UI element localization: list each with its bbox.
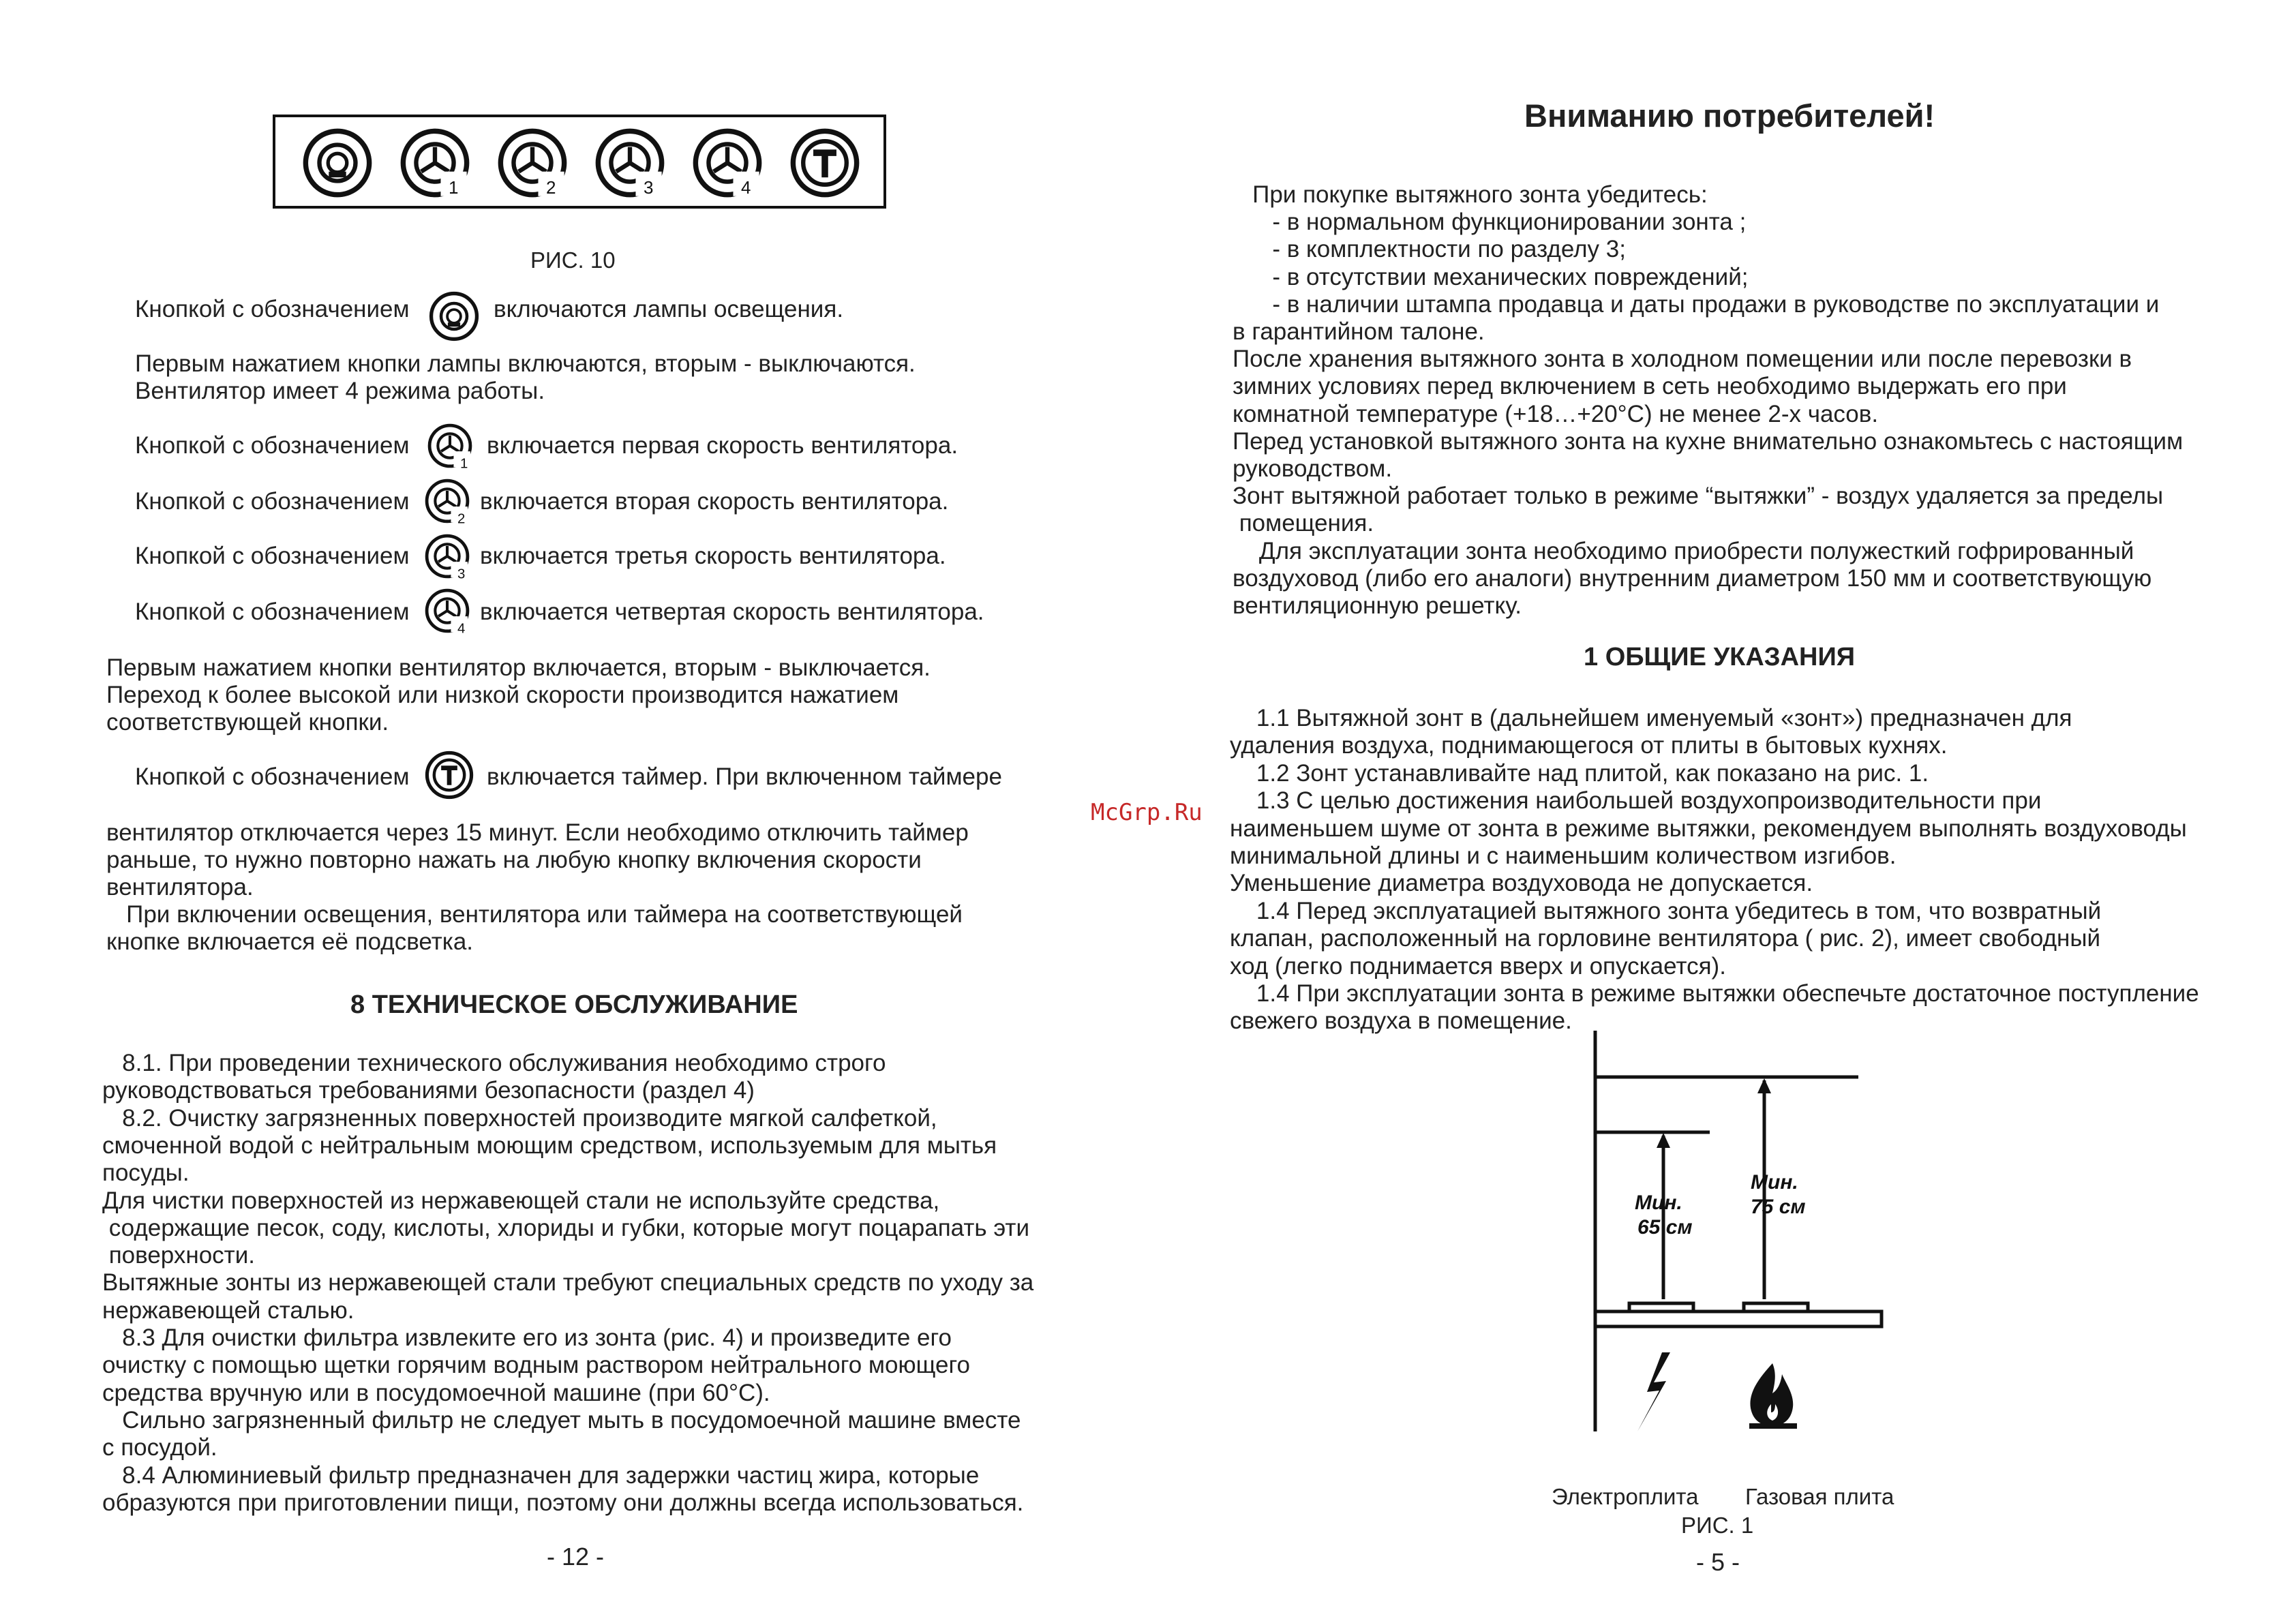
- fan-speed-icon: [424, 533, 470, 579]
- text-line: После хранения вытяжного зонта в холодном помещении или после перевозки в: [1233, 346, 2132, 373]
- text-line: наименьшем шуме от зонта в режиме вытяжки, рекомендуем выполнять воздуховоды: [1230, 815, 2187, 842]
- installation-diagram: [1584, 1022, 2007, 1445]
- fan-speed-icon: [427, 423, 473, 469]
- fan-speed-icon: [424, 478, 470, 524]
- text-line: Зонт вытяжной работает только в режиме “вытяжки” - воздух удаляется за пределы: [1233, 483, 2164, 510]
- arrow-head-icon: [1657, 1133, 1670, 1148]
- text-line: вентилятор отключается через 15 минут. Если необходимо отключить таймер: [106, 819, 969, 846]
- diagram-label: Мин.: [1635, 1192, 1682, 1214]
- text-line: минимальной длины и с наименьшим количеством изгибов.: [1230, 843, 1897, 869]
- text-line: 8.1. При проведении технического обслуживания необходимо строго: [102, 1050, 886, 1076]
- diagram-label: 65 см: [1637, 1216, 1693, 1239]
- text-line: воздуховод (либо его аналоги) внутренним диаметром 150 мм и соответствующую: [1233, 564, 2152, 592]
- text-line: 1.4 Перед эксплуатацией вытяжного зонта убедитесь в том, что возвратный: [1230, 897, 2102, 924]
- text-line: Кнопкой с обозначением: [135, 763, 410, 790]
- text-line: удаления воздуха, поднимающегося от плиты в бытовых кухнях.: [1230, 732, 1948, 759]
- page-title: Вниманию потребителей!: [1524, 97, 1935, 134]
- fan-speed-4-button[interactable]: [691, 127, 764, 202]
- right-page: [1148, 0, 2296, 1623]
- fan-speed-icon: [424, 588, 470, 634]
- watermark: McGrp.Ru: [1091, 799, 1203, 826]
- text-line: образуются при приготовлении пищи, поэтому они должны всегда использоваться.: [102, 1489, 1024, 1516]
- text-line: 1.1 Вытяжной зонт в (дальнейшем именуемый «зонт») предназначен для: [1230, 705, 2072, 731]
- text-line: вентиляционную решетку.: [1233, 592, 1522, 619]
- text-line: зимних условиях перед включением в сеть необходимо выдержать его при: [1233, 373, 2067, 400]
- text-line: Первым нажатием кнопки вентилятор включается, вторым - выключается.: [106, 654, 931, 681]
- text-line: - в комплектности по разделу 3;: [1233, 236, 1626, 263]
- page-number: - 12 -: [547, 1543, 605, 1571]
- text-line: Перед установкой вытяжного зонта на кухне внимательно ознакомьтесь с настоящим: [1233, 427, 2184, 455]
- text-line: 8.4 Алюминиевый фильтр предназначен для задержки частиц жира, которые: [102, 1461, 980, 1489]
- text-line: Первым нажатием кнопки лампы включаются, вторым - выключаются.: [135, 350, 916, 377]
- text-line: Кнопкой с обозначением: [135, 432, 410, 459]
- text-line: руководствоваться требованиями безопасности (раздел 4): [102, 1077, 755, 1104]
- fan-speed-icon: [399, 127, 471, 199]
- svg-text:3: 3: [644, 177, 654, 198]
- text-line: соответствующей кнопки.: [106, 709, 389, 735]
- text-line: свежего воздуха в помещение.: [1230, 1007, 1572, 1035]
- text-line: включается четвертая скорость вентилятора.: [480, 598, 984, 625]
- text-line: Сильно загрязненный фильтр не следует мыть в посудомоечной машине вместе: [102, 1406, 1021, 1434]
- svg-text:3: 3: [457, 566, 466, 579]
- text-line: 8.3 Для очистки фильтра извлеките его из зонта (рис. 4) и произведите его: [102, 1324, 952, 1351]
- text-line: комнатной температуре (+18…+20°С) не менее 2-х часов.: [1233, 400, 1879, 427]
- fan-speed-2-button[interactable]: [496, 127, 569, 202]
- text-line: с посудой.: [102, 1434, 217, 1461]
- text-line: Вентилятор имеет 4 режима работы.: [135, 378, 545, 404]
- text-line: средства вручную или в посудомоечной машине (при 60°С).: [102, 1379, 770, 1406]
- diagram-label: Мин.: [1751, 1171, 1798, 1194]
- figure-caption: РИС. 1: [1681, 1513, 1754, 1538]
- text-line: Кнопкой с обозначением: [135, 543, 410, 569]
- fan-speed-3-button[interactable]: [594, 127, 666, 202]
- section-title: 1 ОБЩИЕ УКАЗАНИЯ: [1584, 643, 1856, 671]
- text-line: Кнопкой с обозначением: [135, 598, 410, 625]
- gas-burner: [1744, 1303, 1808, 1311]
- text-line: очистку с помощью щетки горячим водным раствором нейтрального моющего: [102, 1352, 970, 1379]
- text-line: включается вторая скорость вентилятора.: [480, 488, 949, 515]
- text-line: раньше, то нужно повторно нажать на любую кнопку включения скорости: [106, 847, 922, 873]
- text-line: При включении освещения, вентилятора или таймера на соответствующей: [106, 901, 963, 928]
- svg-text:4: 4: [457, 621, 466, 634]
- text-line: Переход к более высокой или низкой скорости производится нажатием: [106, 682, 899, 708]
- fan-speed-icon: [594, 127, 666, 199]
- text-line: кнопке включается её подсветка.: [106, 928, 474, 955]
- arrow-head-icon: [1757, 1078, 1771, 1093]
- hob-surface: [1595, 1311, 1882, 1326]
- timer-button[interactable]: [789, 127, 861, 202]
- lamp-icon: [428, 290, 480, 342]
- figure-caption: РИС. 10: [530, 247, 616, 273]
- text-line: включается первая скорость вентилятора.: [487, 432, 958, 459]
- text-line: 8.2. Очистку загрязненных поверхностей производите мягкой салфеткой,: [102, 1104, 937, 1132]
- page-number: - 5 -: [1696, 1548, 1740, 1576]
- svg-text:2: 2: [457, 511, 466, 524]
- text-line: Для эксплуатации зонта необходимо приобрести полужесткий гофрированный: [1233, 537, 2134, 564]
- svg-text:1: 1: [449, 177, 459, 198]
- text-line: вентилятора.: [106, 874, 254, 900]
- text-line: смоченной водой с нейтральным моющим средством, используемым для мытья: [102, 1132, 997, 1159]
- text-line: - в отсутствии механических повреждений;: [1233, 263, 1749, 290]
- text-line: 1.2 Зонт устанавливайте над плитой, как показано на рис. 1.: [1230, 759, 1929, 787]
- control-panel-figure: [273, 115, 886, 209]
- text-line: Уменьшение диаметра воздуховода не допускается.: [1230, 870, 1813, 897]
- text-line: клапан, расположенный на горловине вентилятора ( рис. 2), имеет свободный: [1230, 925, 2101, 952]
- electric-burner: [1629, 1303, 1693, 1311]
- text-line: 1.3 С целью достижения наибольшей воздухопроизводительности при: [1230, 787, 2042, 815]
- text-line: поверхности.: [102, 1242, 255, 1269]
- lamp-icon: [301, 127, 374, 199]
- text-line: ход (легко поднимается вверх и опускается).: [1230, 952, 1726, 980]
- diagram-caption: Газовая плита: [1745, 1484, 1894, 1509]
- timer-icon: [424, 750, 474, 800]
- text-line: Кнопкой с обозначением: [135, 296, 410, 322]
- text-line: 1.4 При эксплуатации зонта в режиме вытяжки обеспечьте достаточное поступление: [1230, 980, 2199, 1007]
- fan-speed-icon: [691, 127, 764, 199]
- text-line: содержащие песок, соду, кислоты, хлориды и губки, которые могут поцарапать эти: [102, 1214, 1030, 1241]
- text-line: Вытяжные зонты из нержавеющей стали требуют специальных средств по уходу за: [102, 1269, 1034, 1296]
- text-line: включается таймер. При включенном таймере: [487, 763, 1002, 790]
- fan-speed-1-button[interactable]: [399, 127, 471, 202]
- text-line: нержавеющей сталью.: [102, 1296, 354, 1324]
- diagram-label: 75 см: [1751, 1196, 1806, 1218]
- fan-speed-icon: [496, 127, 569, 199]
- text-line: Кнопкой с обозначением: [135, 488, 410, 515]
- text-line: включается третья скорость вентилятора.: [480, 543, 946, 569]
- text-line: руководством.: [1233, 455, 1393, 482]
- svg-text:1: 1: [459, 456, 468, 469]
- diagram-caption: Электроплита: [1552, 1484, 1699, 1509]
- timer-icon: [789, 127, 861, 199]
- text-line: - в наличии штампа продавца и даты продажи в руководстве по эксплуатации и: [1233, 290, 2160, 318]
- text-line: помещения.: [1233, 510, 1374, 537]
- flame-icon: [1749, 1363, 1797, 1429]
- section-title: 8 ТЕХНИЧЕСКОЕ ОБСЛУЖИВАНИЕ: [350, 990, 798, 1019]
- lamp-button[interactable]: [301, 127, 374, 202]
- text-line: в гарантийном талоне.: [1233, 318, 1485, 345]
- svg-text:2: 2: [546, 177, 556, 198]
- text-line: включаются лампы освещения.: [494, 296, 844, 322]
- svg-text:4: 4: [741, 177, 751, 198]
- text-line: При покупке вытяжного зонта убедитесь:: [1233, 181, 1708, 208]
- lightning-icon: [1637, 1352, 1670, 1431]
- text-line: - в нормальном функционировании зонта ;: [1233, 209, 1747, 236]
- text-line: Для чистки поверхностей из нержавеющей стали не используйте средства,: [102, 1187, 940, 1214]
- text-line: посуды.: [102, 1159, 190, 1187]
